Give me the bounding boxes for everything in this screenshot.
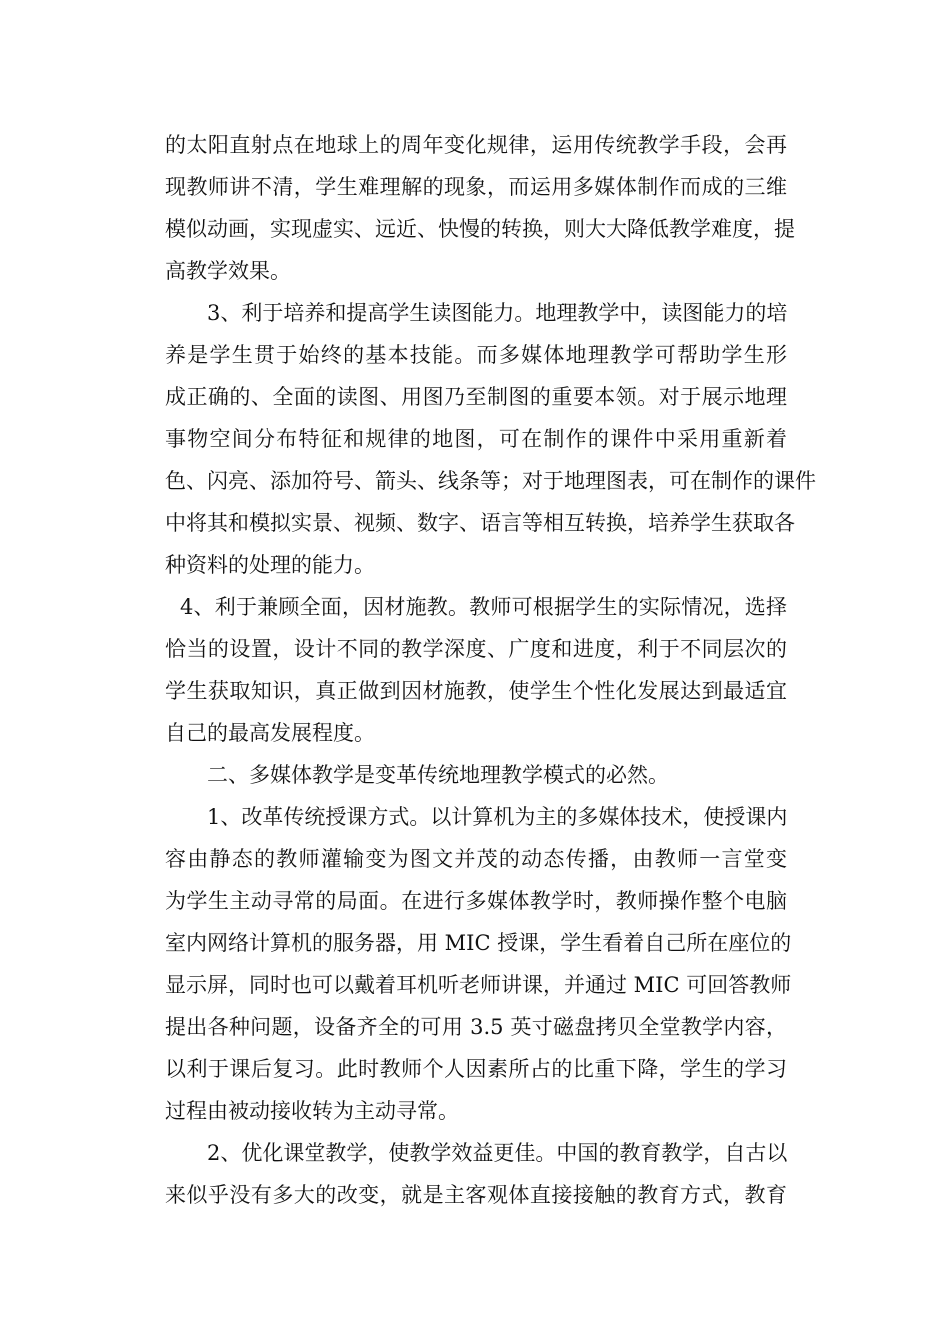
text-line: 色、闪亮、添加符号、箭头、线条等；对于地理图表，可在制作的课件	[165, 469, 816, 493]
text-line: 提出各种问题，设备齐全的可用 3.5 英寸磁盘拷贝全堂教学内容，	[165, 1015, 787, 1039]
text-line: 养是学生贯于始终的基本技能。而多媒体地理教学可帮助学生形	[165, 343, 787, 367]
text-line: 为学生主动寻常的局面。在进行多媒体教学时，教师操作整个电脑	[165, 889, 787, 913]
text-line: 中将其和模拟实景、视频、数字、语言等相互转换，培养学生获取各	[165, 511, 795, 535]
paragraph-first-line: 2、优化课堂教学，使教学效益更佳。中国的教育教学，自古以	[207, 1141, 788, 1165]
text-line: 的太阳直射点在地球上的周年变化规律，运用传统教学手段，会再	[165, 133, 787, 157]
paragraph-first-line: 3、利于培养和提高学生读图能力。地理教学中，读图能力的培	[207, 301, 788, 325]
text-line: 显示屏，同时也可以戴着耳机听老师讲课，并通过 MIC 可回答教师	[165, 973, 792, 997]
text-line: 以利于课后复习。此时教师个人因素所占的比重下降，学生的学习	[165, 1057, 787, 1081]
text-line: 种资料的处理的能力。	[165, 553, 375, 577]
paragraph-first-line: 4、利于兼顾全面，因材施教。教师可根据学生的实际情况，选择	[180, 595, 787, 619]
text-line: 学生获取知识，真正做到因材施教，使学生个性化发展达到最适宜	[165, 679, 787, 703]
text-line: 恰当的设置，设计不同的教学深度、广度和进度，利于不同层次的	[165, 637, 787, 661]
text-line: 现教师讲不清，学生难理解的现象，而运用多媒体制作而成的三维	[165, 175, 787, 199]
text-line: 自己的最高发展程度。	[165, 721, 375, 745]
text-line: 模似动画，实现虚实、远近、快慢的转换，则大大降低教学难度，提	[165, 217, 795, 241]
text-line: 来似乎没有多大的改变，就是主客观体直接接触的教育方式，教育	[165, 1183, 787, 1207]
text-line: 室内网络计算机的服务器，用 MIC 授课，学生看着自己所在座位的	[165, 931, 792, 955]
text-line: 成正确的、全面的读图、用图乃至制图的重要本领。对于展示地理	[165, 385, 787, 409]
text-line: 过程由被动接收转为主动寻常。	[165, 1099, 459, 1123]
section-heading: 二、多媒体教学是变革传统地理教学模式的必然。	[207, 763, 669, 787]
text-line: 事物空间分布特征和规律的地图，可在制作的课件中采用重新着	[165, 427, 787, 451]
paragraph-first-line: 1、改革传统授课方式。以计算机为主的多媒体技术，使授课内	[207, 805, 788, 829]
text-line: 高教学效果。	[165, 259, 291, 283]
text-line: 容由静态的教师灌输变为图文并茂的动态传播，由教师一言堂变	[165, 847, 787, 871]
